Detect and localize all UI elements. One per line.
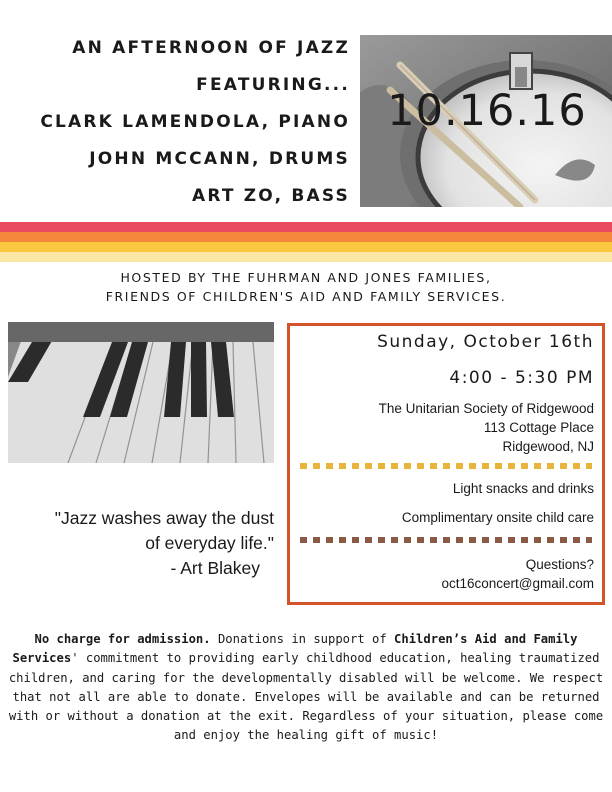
- contact-label: Questions?: [525, 557, 594, 572]
- admission-bold: No charge for admission.: [34, 632, 211, 646]
- perk-child-care: Complimentary onsite child care: [401, 510, 594, 525]
- divider-gold: [300, 463, 592, 469]
- quote-text: of everyday life.": [145, 533, 274, 553]
- color-stripes: [0, 222, 612, 262]
- divider-brown: [300, 537, 592, 543]
- quote-author: - Art Blakey: [170, 558, 260, 578]
- host-line: HOSTED BY THE FUHRMAN AND JONES FAMILIES,: [120, 270, 492, 285]
- venue-line: The Unitarian Society of Ridgewood: [378, 401, 594, 416]
- event-day: Sunday, October 16th: [377, 332, 594, 352]
- host-block: [0, 268, 612, 306]
- event-date: 10.16.16: [387, 86, 587, 136]
- perk-snacks: Light snacks and drinks: [452, 481, 594, 496]
- title-line: ART ZO, BASS: [191, 186, 350, 206]
- quote-block: [6, 506, 274, 581]
- stripe: [0, 232, 612, 242]
- venue-line: Ridgewood, NJ: [502, 439, 594, 454]
- venue-line: 113 Cottage Place: [483, 420, 594, 435]
- contact-block: [441, 555, 594, 593]
- piano-illustration: [8, 322, 274, 463]
- event-info-box: [287, 323, 605, 605]
- stripe: [0, 252, 612, 262]
- title-line: FEATURING...: [196, 75, 350, 95]
- title-line: JOHN MCCANN, DRUMS: [89, 149, 350, 169]
- venue-address: [379, 399, 594, 456]
- organization-name: Children’s Aid and Family Services: [12, 632, 578, 666]
- paragraph-text: Donations in support of: [210, 632, 395, 646]
- stripe: [0, 242, 612, 252]
- title-line: AN AFTERNOON OF JAZZ: [72, 38, 350, 58]
- paragraph-text: ' commitment to providing early childhood education, healing traumatized children, and caring for the developmentally disabled will be welcome. We respect that not all are able to donate. Envelopes will be available and can be returned with or without a donation at the exit. Regardless of your situation, please come and enjoy the healing gift of music!: [8, 651, 604, 743]
- title-block: [0, 30, 350, 215]
- host-line: FRIENDS OF CHILDREN'S AID AND FAMILY SERVICES.: [105, 289, 507, 304]
- quote-text: "Jazz washes away the dust: [54, 508, 274, 528]
- event-time: 4:00 - 5:30 PM: [449, 368, 594, 388]
- admission-paragraph: [8, 630, 604, 746]
- piano-photo: [8, 322, 274, 463]
- contact-email[interactable]: oct16concert@gmail.com: [441, 576, 594, 591]
- title-line: CLARK LAMENDOLA, PIANO: [40, 112, 350, 132]
- stripe: [0, 222, 612, 232]
